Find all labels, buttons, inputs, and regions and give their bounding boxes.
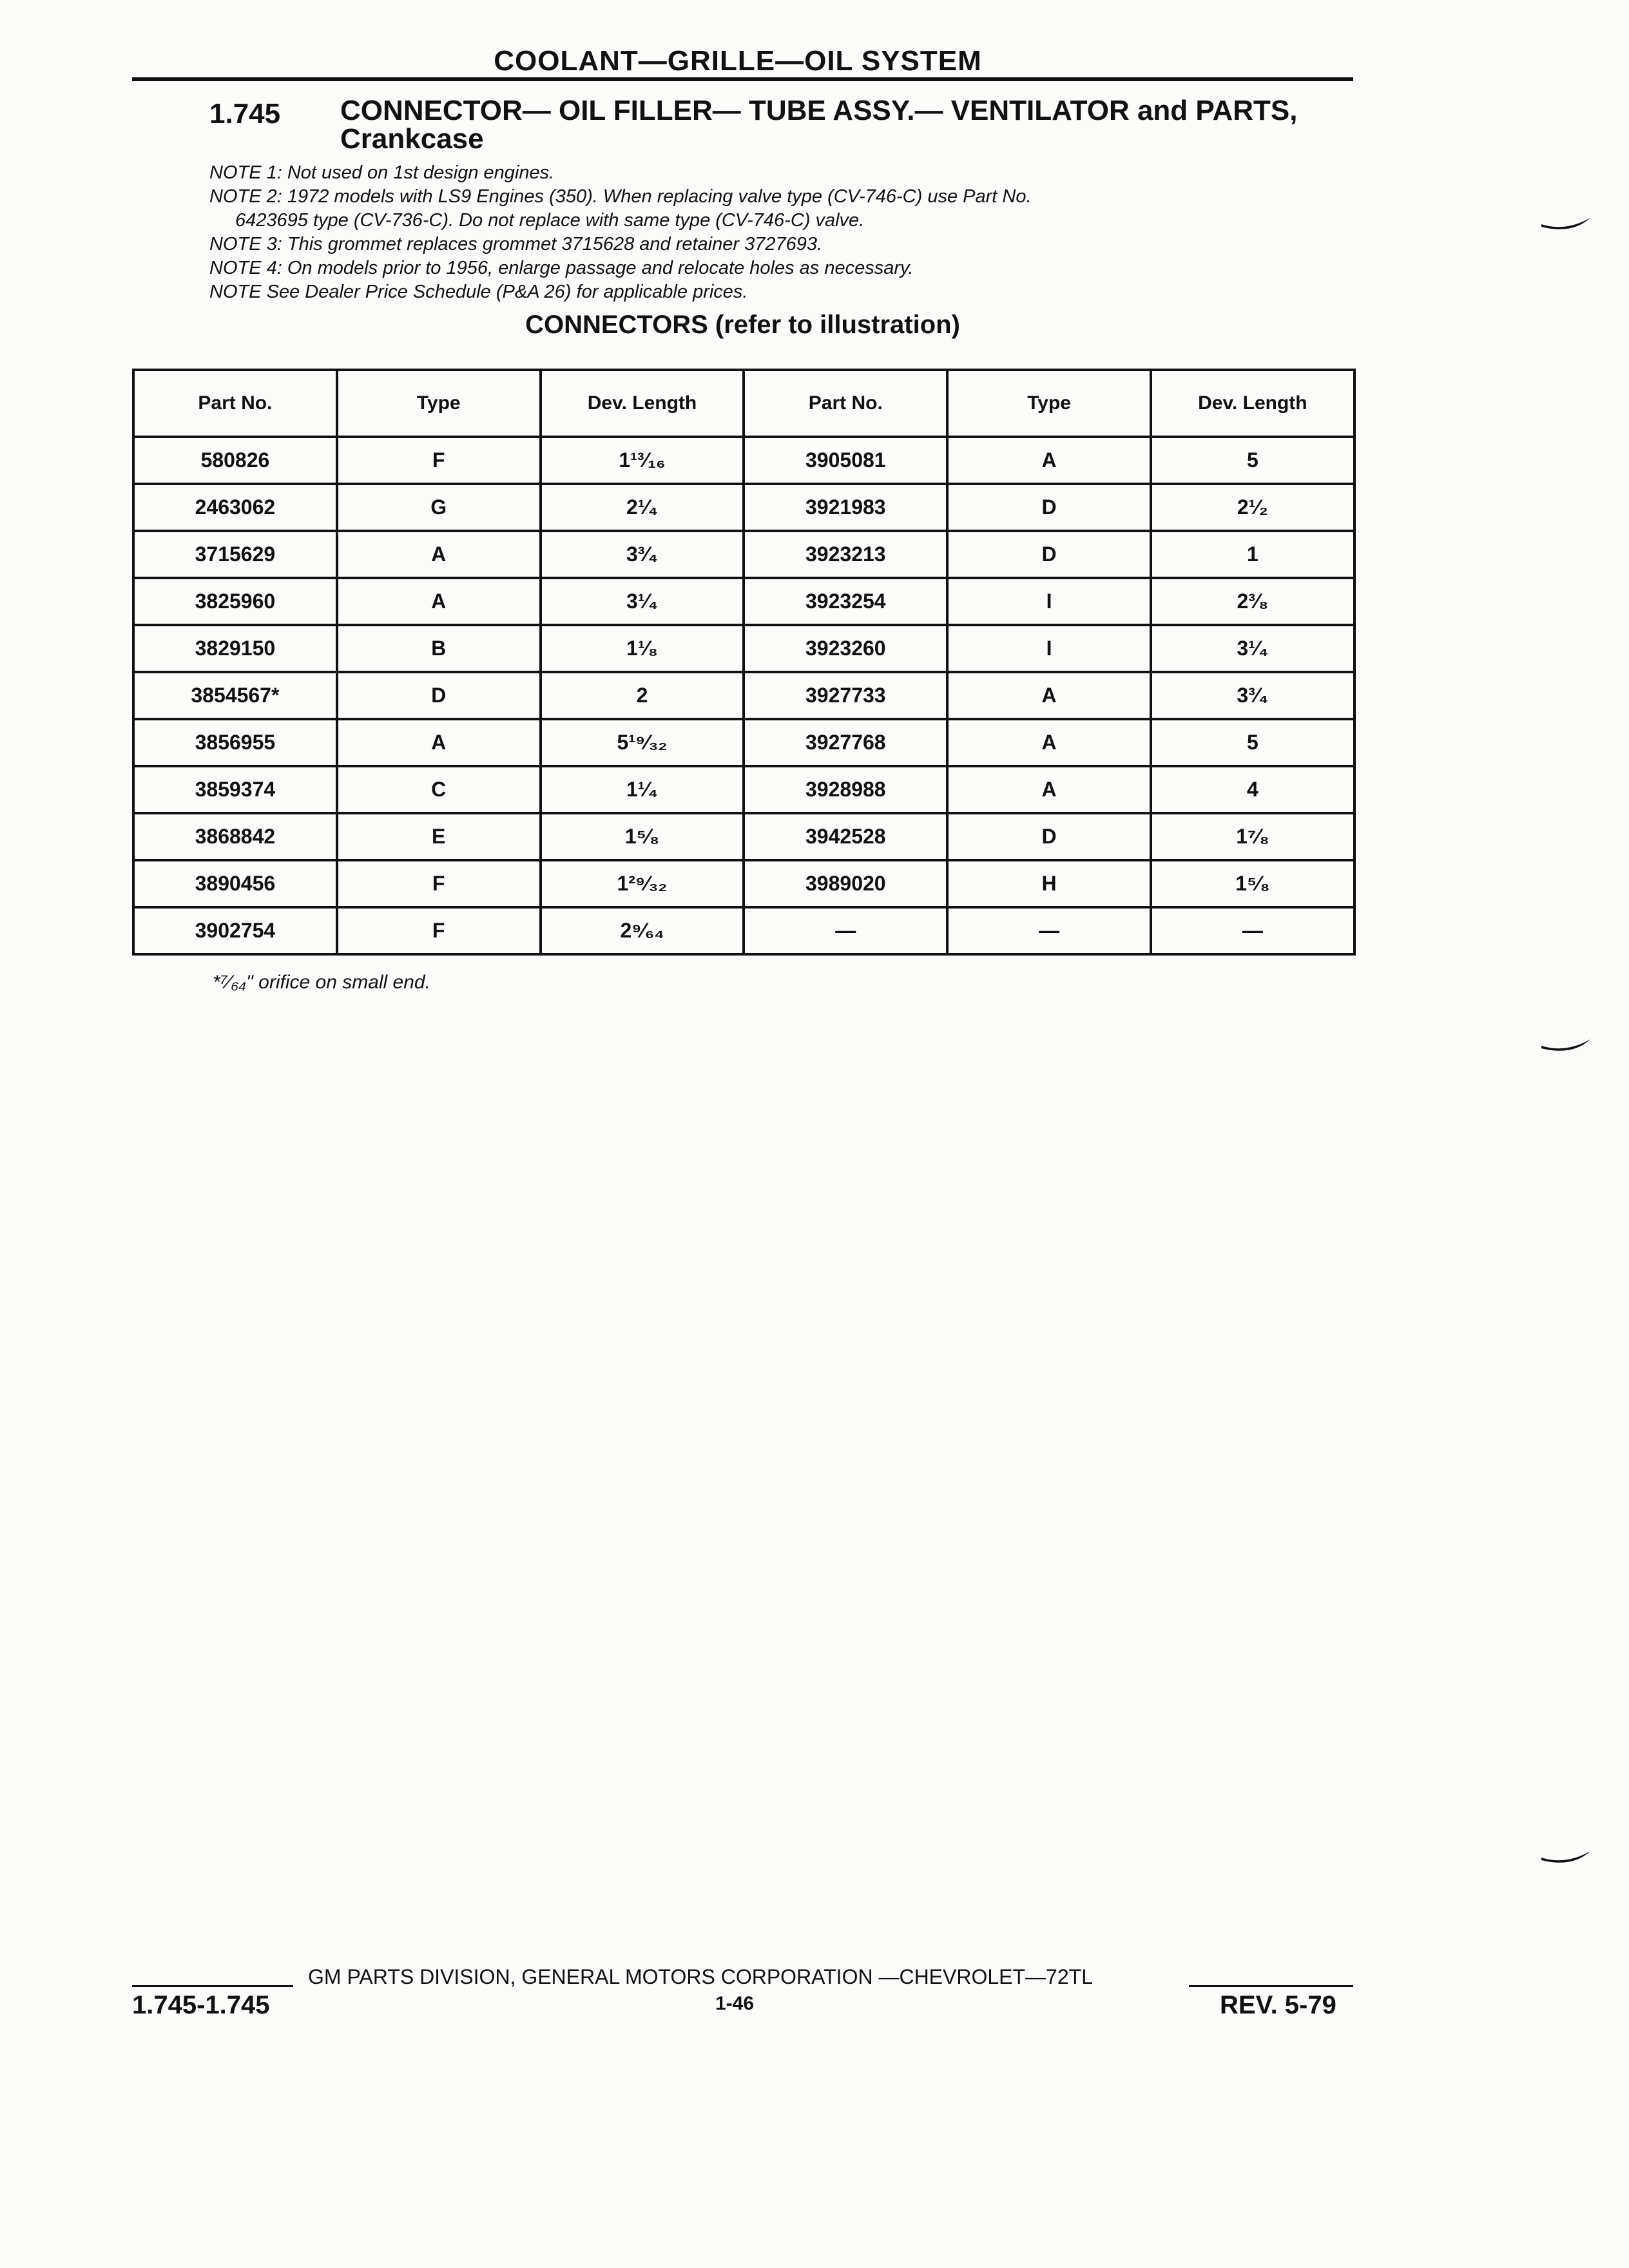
note-1: NOTE 1: Not used on 1st design engines. xyxy=(209,162,555,183)
table-row xyxy=(133,672,1354,719)
dev-length-cell: 1¹³⁄₁₆ xyxy=(541,437,744,484)
type-cell: A xyxy=(337,719,541,766)
type-cell: C xyxy=(337,766,541,813)
dev-length-cell: 4 xyxy=(1151,766,1354,813)
footer-revision: REV. 5-79 xyxy=(1220,1991,1336,2019)
type-cell: I xyxy=(947,578,1151,625)
table-row xyxy=(133,437,1354,484)
part-no-cell: 3829150 xyxy=(133,625,337,672)
part-no-cell: — xyxy=(744,907,947,954)
dev-length-cell: 1²⁹⁄₃₂ xyxy=(541,860,744,907)
table-row xyxy=(133,860,1354,907)
type-cell: A xyxy=(947,672,1151,719)
part-no-cell: 3868842 xyxy=(133,813,337,860)
dev-length-cell: 2⁹⁄₆₄ xyxy=(541,907,744,954)
type-cell: D xyxy=(947,813,1151,860)
part-no-cell: 580826 xyxy=(133,437,337,484)
note-pricing: NOTE See Dealer Price Schedule (P&A 26) for applicable prices. xyxy=(209,282,748,302)
note-4: NOTE 4: On models prior to 1956, enlarge passage and relocate holes as necessary. xyxy=(209,258,914,278)
type-cell: G xyxy=(337,484,541,531)
part-no-cell: 3927733 xyxy=(744,672,947,719)
table-row xyxy=(133,719,1354,766)
dev-length-cell: 2¹⁄₄ xyxy=(541,484,744,531)
part-no-cell: 3923213 xyxy=(744,531,947,578)
header-divider xyxy=(132,77,1353,81)
table-row xyxy=(133,625,1354,672)
dev-length-cell: 1⁵⁄₈ xyxy=(541,813,744,860)
dev-length-cell: 2¹⁄₂ xyxy=(1151,484,1354,531)
binder-hole-mark xyxy=(1540,1034,1592,1060)
part-no-cell: 3921983 xyxy=(744,484,947,531)
part-no-cell: 3890456 xyxy=(133,860,337,907)
type-cell: I xyxy=(947,625,1151,672)
type-cell: A xyxy=(337,578,541,625)
table-footnote: *⁷⁄₆₄" orifice on small end. xyxy=(213,972,430,993)
dev-length-cell: 3¹⁄₄ xyxy=(541,578,744,625)
part-no-cell: 2463062 xyxy=(133,484,337,531)
dev-length-cell: 2³⁄₈ xyxy=(1151,578,1354,625)
dev-length-cell: 5 xyxy=(1151,437,1354,484)
part-no-cell: 3856955 xyxy=(133,719,337,766)
note-2-continued: 6423695 type (CV-736-C). Do not replace with same type (CV-746-C) valve. xyxy=(235,210,865,231)
page-header-title: COOLANT—GRILLE—OIL SYSTEM xyxy=(494,45,982,77)
dev-length-cell: 3¹⁄₄ xyxy=(1151,625,1354,672)
header-dev-length: Dev. Length xyxy=(541,370,744,437)
header-dev-length: Dev. Length xyxy=(1151,370,1354,437)
table-row xyxy=(133,484,1354,531)
part-no-cell: 3715629 xyxy=(133,531,337,578)
part-no-cell: 3989020 xyxy=(744,860,947,907)
type-cell: A xyxy=(337,531,541,578)
type-cell: F xyxy=(337,907,541,954)
header-type: Type xyxy=(947,370,1151,437)
dev-length-cell: 1¹⁄₄ xyxy=(541,766,744,813)
header-type: Type xyxy=(337,370,541,437)
table-body xyxy=(133,437,1354,954)
part-no-cell: 3927768 xyxy=(744,719,947,766)
type-cell: A xyxy=(947,719,1151,766)
part-no-cell: 3854567* xyxy=(133,672,337,719)
part-no-cell: 3859374 xyxy=(133,766,337,813)
part-no-cell: 3902754 xyxy=(133,907,337,954)
part-no-cell: 3905081 xyxy=(744,437,947,484)
dev-length-cell: 1 xyxy=(1151,531,1354,578)
header-part-no: Part No. xyxy=(744,370,947,437)
connectors-table xyxy=(132,369,1356,956)
type-cell: F xyxy=(337,860,541,907)
table-row xyxy=(133,531,1354,578)
binder-hole-mark xyxy=(1540,213,1592,238)
note-3: NOTE 3: This grommet replaces grommet 3715628 and retainer 3727693. xyxy=(209,234,823,255)
part-no-cell: 3923254 xyxy=(744,578,947,625)
section-number: 1.745 xyxy=(209,98,281,130)
binder-hole-mark xyxy=(1540,1846,1592,1872)
table-row xyxy=(133,907,1354,954)
type-cell: H xyxy=(947,860,1151,907)
section-title: CONNECTOR— OIL FILLER— TUBE ASSY.— VENTILATOR and PARTS, Crankcase xyxy=(340,95,1298,155)
type-cell: A xyxy=(947,437,1151,484)
type-cell: D xyxy=(337,672,541,719)
dev-length-cell: 5 xyxy=(1151,719,1354,766)
type-cell: E xyxy=(337,813,541,860)
dev-length-cell: 3³⁄₄ xyxy=(1151,672,1354,719)
dev-length-cell: 2 xyxy=(541,672,744,719)
footer-publisher: GM PARTS DIVISION, GENERAL MOTORS CORPORATION —CHEVROLET—72TL xyxy=(308,1965,1093,1988)
type-cell: F xyxy=(337,437,541,484)
table-row xyxy=(133,766,1354,813)
notes-block xyxy=(209,161,1369,304)
table-row xyxy=(133,813,1354,860)
dev-length-cell: 1⁵⁄₈ xyxy=(1151,860,1354,907)
dev-length-cell: 1¹⁄₈ xyxy=(541,625,744,672)
part-no-cell: 3825960 xyxy=(133,578,337,625)
table-title: CONNECTORS (refer to illustration) xyxy=(525,311,960,339)
type-cell: D xyxy=(947,531,1151,578)
type-cell: A xyxy=(947,766,1151,813)
part-no-cell: 3928988 xyxy=(744,766,947,813)
part-no-cell: 3942528 xyxy=(744,813,947,860)
table-header-row xyxy=(133,370,1354,437)
footer-page-number: 1-46 xyxy=(715,1993,755,2014)
footer-section-range: 1.745-1.745 xyxy=(132,1991,270,2019)
footer-rule xyxy=(1189,1985,1353,1987)
header-part-no: Part No. xyxy=(133,370,337,437)
note-2: NOTE 2: 1972 models with LS9 Engines (350). When replacing valve type (CV-746-C) use Part No. xyxy=(209,186,1032,207)
dev-length-cell: 1⁷⁄₈ xyxy=(1151,813,1354,860)
table-row xyxy=(133,578,1354,625)
type-cell: D xyxy=(947,484,1151,531)
part-no-cell: 3923260 xyxy=(744,625,947,672)
dev-length-cell: 5¹⁹⁄₃₂ xyxy=(541,719,744,766)
footer-rule xyxy=(132,1985,293,1987)
dev-length-cell: 3³⁄₄ xyxy=(541,531,744,578)
type-cell: — xyxy=(947,907,1151,954)
type-cell: B xyxy=(337,625,541,672)
dev-length-cell: — xyxy=(1151,907,1354,954)
